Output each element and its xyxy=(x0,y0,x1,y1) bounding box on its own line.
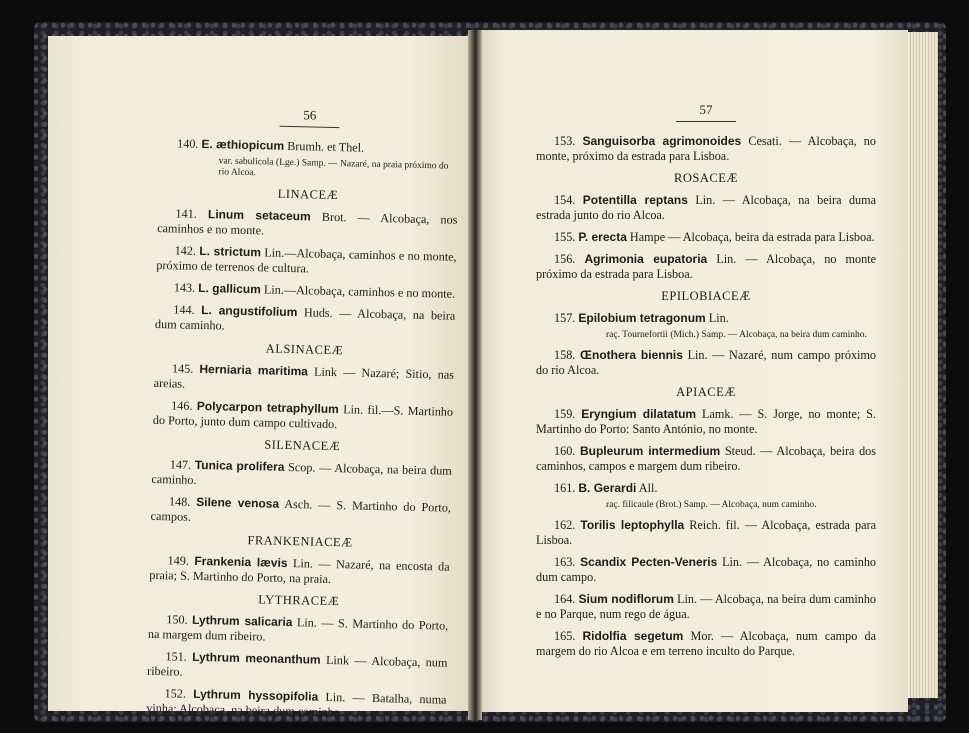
species-entry xyxy=(159,136,459,158)
entry-number: 154. xyxy=(554,193,583,207)
species-name: Sium nodiflorum xyxy=(578,592,674,606)
family-heading: EPILOBIACEÆ xyxy=(661,289,751,303)
species-name: B. Gerardi xyxy=(578,481,637,495)
species-entry xyxy=(156,280,456,302)
entry-number: 142. xyxy=(174,243,200,258)
species-name: Lythrum salicaria xyxy=(191,612,293,630)
species-name: Scandix Pecten-Veneris xyxy=(580,555,718,569)
left-page-entries xyxy=(146,136,459,723)
species-entry xyxy=(153,361,454,398)
page-number: 56 xyxy=(303,107,317,123)
species-entry xyxy=(149,553,450,590)
entry-number: 157. xyxy=(554,311,579,325)
species-name: Epilobium tetragonum xyxy=(578,311,706,325)
species-entry xyxy=(536,555,876,585)
page-edges xyxy=(908,32,938,698)
entry-text: Lin.—Alcobaça, caminhos e no monte. xyxy=(260,282,456,301)
entry-text: Cesati. — Alcobaça, no monte, próximo da estrada para Lisboa. xyxy=(536,134,876,163)
species-entry xyxy=(536,518,876,548)
species-entry xyxy=(156,243,457,280)
species-entry xyxy=(536,481,876,496)
family-heading: ROSACEÆ xyxy=(674,171,738,185)
entry-text: Lamk. — S. Jorge, no monte; S. Martinho do Porto: Santo António, no monte. xyxy=(536,407,877,436)
family-heading: APIACEÆ xyxy=(676,385,736,399)
entry-text: Brumh. et Thel. xyxy=(283,138,365,155)
species-entry xyxy=(155,302,456,339)
species-name: Sanguisorba agrimonoides xyxy=(582,134,742,148)
entry-text: Link — Alcobaça, num ribeiro. xyxy=(146,652,448,679)
page-number-rule xyxy=(676,121,736,122)
entry-text: Lin. — S. Martinho do Porto, na margem dum ribeiro. xyxy=(147,615,449,644)
page-number-rule xyxy=(280,126,340,128)
entry-text: Lin. — Alcobaça, no caminho dum campo. xyxy=(536,555,877,584)
species-entry xyxy=(536,592,876,622)
entry-number: 164. xyxy=(554,592,579,606)
entry-number: 150. xyxy=(166,612,193,627)
entry-text: Link — Nazaré; Sitio, nas areias. xyxy=(153,364,455,391)
family-heading: SILENACEÆ xyxy=(264,437,341,454)
species-entry xyxy=(536,629,876,659)
variety-note: var. sabulicola (Lge.) Samp. — Nazaré, na praia próximo do rio Alcoa. xyxy=(218,156,449,179)
species-name: Herniaria maritima xyxy=(199,361,309,379)
right-page-entries xyxy=(536,134,876,659)
species-name: Ridolfia segetum xyxy=(582,629,684,643)
species-name: Lythrum hyssopifolia xyxy=(193,686,319,704)
right-page-content xyxy=(536,102,876,666)
species-entry xyxy=(536,444,876,474)
variety-note: raç. filicaule (Brot.) Samp. — Alcobaça, num caminho. xyxy=(606,500,817,510)
species-entry xyxy=(147,649,448,686)
species-entry xyxy=(536,193,876,223)
species-name: L. angustifolium xyxy=(201,302,298,320)
page-number: 57 xyxy=(699,102,713,117)
entry-number: 159. xyxy=(554,407,582,421)
species-name: Agrimonia eupatoria xyxy=(584,252,708,266)
species-name: Frankenia lævis xyxy=(194,553,288,571)
species-name: Silene venosa xyxy=(196,494,280,511)
entry-number: 149. xyxy=(167,553,195,568)
entry-text: Lin. fil.—S. Martinho do Porto, junto dum campo cultivado. xyxy=(152,402,454,432)
entry-text: Steud. — Alcobaça, beira dos caminhos, campos e margem dum ribeiro. xyxy=(536,444,877,473)
species-entry xyxy=(536,134,876,164)
species-entry xyxy=(536,230,876,245)
entry-number: 141. xyxy=(175,206,209,222)
species-name: Polycarpon tetraphyllum xyxy=(196,398,339,417)
species-name: Potentilla reptans xyxy=(582,193,688,207)
species-name: Eryngium dilatatum xyxy=(581,407,697,421)
entry-number: 165. xyxy=(554,629,583,643)
entry-number: 148. xyxy=(168,494,197,509)
entry-text: Lin. — Alcobaça, na beira dum caminho e no Parque, num rego de água. xyxy=(536,592,877,621)
entry-text: Lin.—Alcobaça, caminhos e no monte, próximo de terrenos de cultura. xyxy=(156,245,457,276)
entry-number: 155. xyxy=(554,230,579,244)
entry-number: 146. xyxy=(171,398,198,413)
entry-text: Brot. — Alcobaça, nos caminhos e no monte. xyxy=(157,209,458,238)
species-entry xyxy=(153,398,454,435)
entry-text: Lin. — Nazaré, num campo próximo do rio Alcoa. xyxy=(536,348,877,377)
species-entry xyxy=(536,348,876,378)
entry-text: Mor. — Alcobaça, num campo da margem do rio Alcoa e em terreno inculto do Parque. xyxy=(536,629,876,658)
variety-note: raç. Tournefortii (Mich.) Samp. — Alcobaça, na beira dum caminho. xyxy=(606,330,867,340)
species-name: L. strictum xyxy=(199,243,262,260)
family-heading: FRANKENIACEÆ xyxy=(247,533,353,550)
species-name: Linum setaceum xyxy=(207,207,311,224)
species-entry xyxy=(536,252,876,282)
species-name: Bupleurum intermedium xyxy=(579,444,721,458)
species-entry xyxy=(536,311,876,326)
right-page xyxy=(478,30,908,712)
species-name: Lythrum meonanthum xyxy=(192,649,321,667)
species-name: Tunica prolifera xyxy=(194,457,285,474)
entry-text: Lin. — Alcobaça, na beira duma estrada junto do rio Alcoa. xyxy=(536,193,877,222)
entry-text: Reich. fil. — Alcobaça, estrada para Lisboa. xyxy=(536,518,876,547)
entry-number: 143. xyxy=(173,280,199,295)
species-name: Torilis leptophylla xyxy=(580,518,685,532)
entry-text: Hampe — Alcobaça, beira da estrada para Lisboa. xyxy=(626,230,875,244)
entry-text: Lin. — Alcobaça, no monte próximo da estrada para Lisboa. xyxy=(536,252,877,281)
species-entry xyxy=(148,612,449,649)
entry-number: 145. xyxy=(171,361,200,376)
family-heading: ALSINACEÆ xyxy=(265,341,344,358)
left-page xyxy=(48,36,472,720)
species-name: Œnothera biennis xyxy=(579,348,683,362)
family-heading: LYTHRACEÆ xyxy=(258,592,340,609)
species-name: L. gallicum xyxy=(198,280,262,297)
book-gutter xyxy=(468,30,482,720)
species-name: P. erecta xyxy=(578,230,627,244)
entry-text: Lin. — Batalha, numa vinha; Alcobaça, na beira dum caminho. xyxy=(146,689,447,720)
entry-number: 147. xyxy=(169,457,195,472)
family-heading: LINACEÆ xyxy=(277,186,339,203)
species-entry xyxy=(150,494,451,531)
entry-number: 144. xyxy=(173,302,202,317)
entry-number: 151. xyxy=(165,649,193,664)
entry-number: 162. xyxy=(554,518,581,532)
entry-text: Lin. — Nazaré, na encosta da praia; S. Martinho do Porto, na praia. xyxy=(149,556,450,587)
entry-number: 156. xyxy=(554,252,585,266)
entry-text: Huds. — Alcobaça, na beira dum caminho. xyxy=(154,305,456,333)
species-entry xyxy=(536,407,876,437)
entry-number: 158. xyxy=(554,348,580,362)
entry-number: 161. xyxy=(554,481,579,495)
entry-text: All. xyxy=(636,481,658,495)
species-name: E. æthiopicum xyxy=(201,136,285,153)
species-entry xyxy=(151,457,452,494)
entry-text: Scop. — Alcobaça, na beira dum caminho. xyxy=(151,459,452,487)
left-page-content xyxy=(146,104,460,730)
entry-number: 140. xyxy=(176,136,202,151)
entry-number: 153. xyxy=(554,134,583,148)
entry-number: 152. xyxy=(164,686,194,701)
species-entry xyxy=(157,206,458,243)
entry-number: 160. xyxy=(554,444,580,458)
entry-text: Asch. — S. Martinho do Porto, campos. xyxy=(150,496,452,524)
entry-number: 163. xyxy=(554,555,581,569)
species-entry xyxy=(146,686,447,723)
entry-text: Lin. xyxy=(705,311,729,325)
